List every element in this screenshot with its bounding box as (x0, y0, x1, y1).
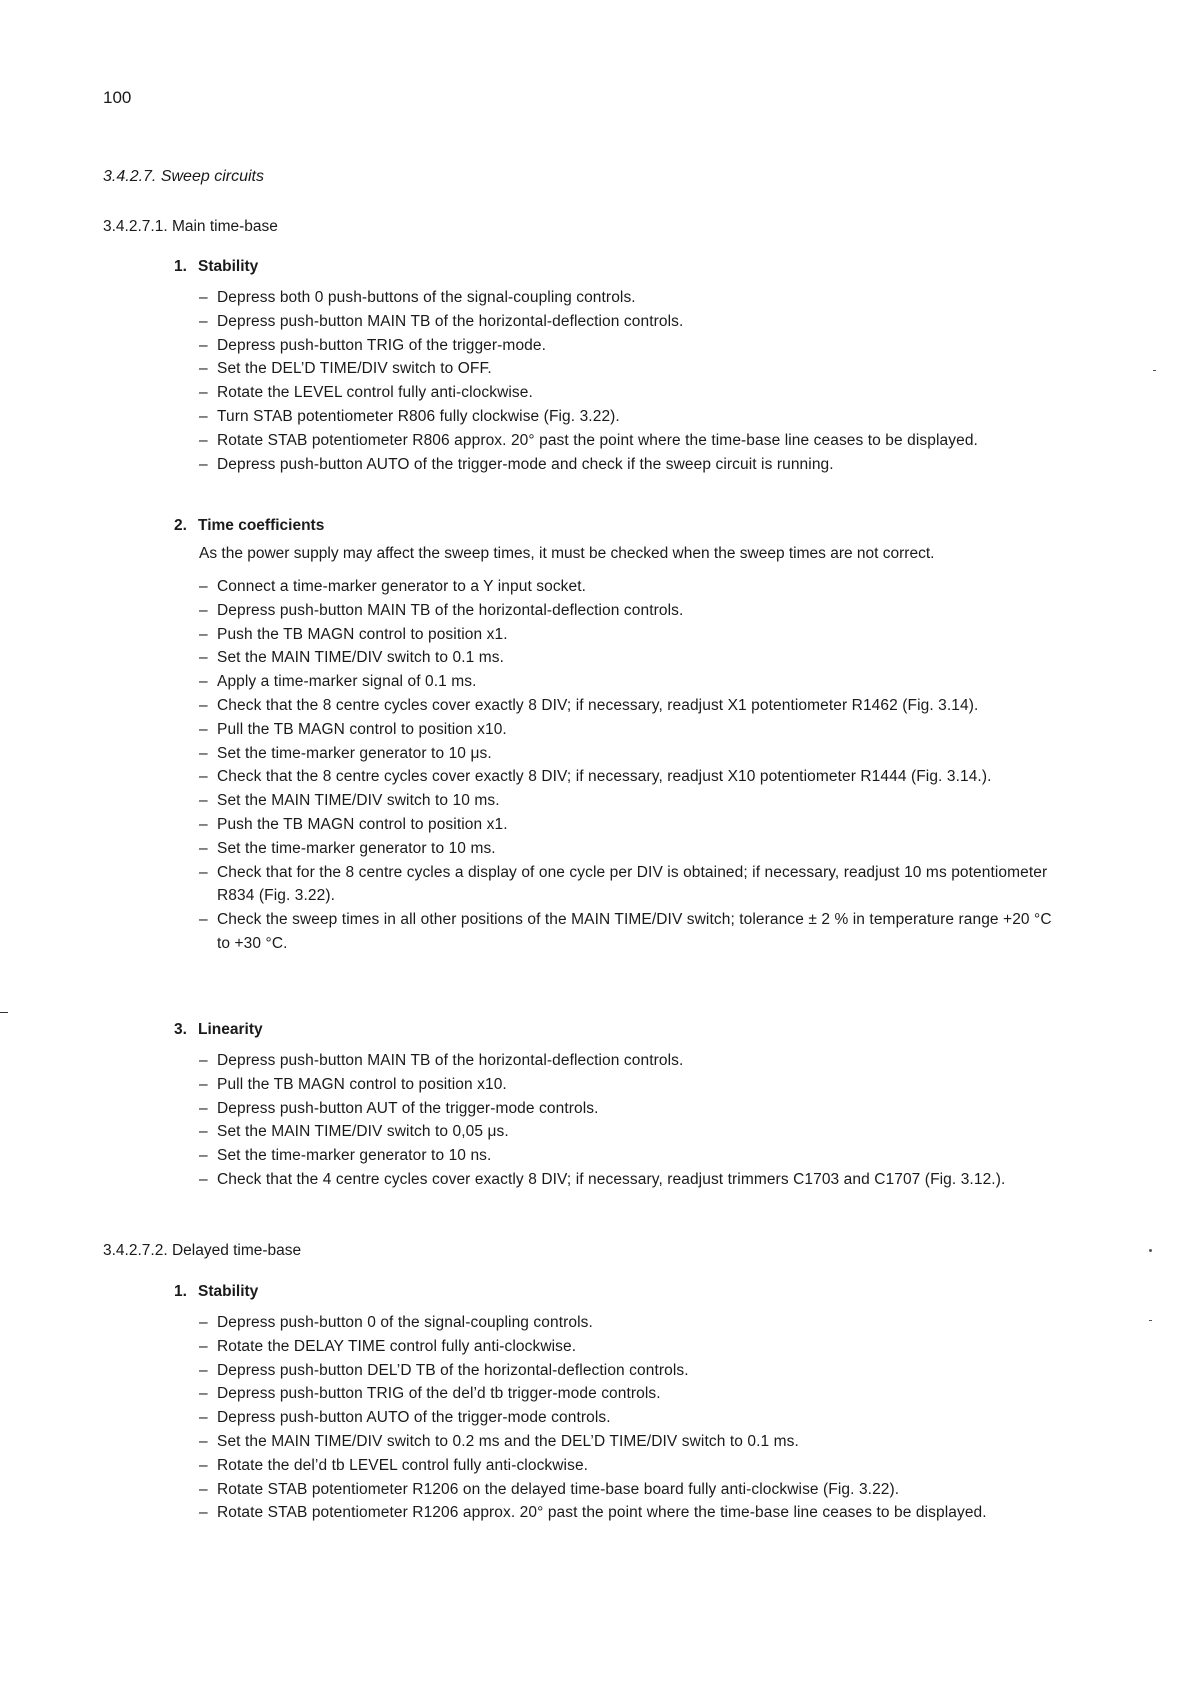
step-item: – Pull the TB MAGN control to position x10. (199, 718, 1069, 742)
step-item: – Set the MAIN TIME/DIV switch to 10 ms. (199, 789, 1069, 813)
main-time-coefficients-steps (199, 575, 1069, 956)
main-linearity-steps (199, 1049, 1069, 1192)
step-item: – Set the time-marker generator to 10 μs. (199, 742, 1069, 766)
step-item: – Depress push-button TRIG of the trigger-mode. (199, 334, 1069, 358)
item-number: 1. (174, 1283, 187, 1300)
step-item: – Depress push-button TRIG of the del’d tb trigger-mode controls. (199, 1382, 1069, 1406)
main-time-coefficients-heading (174, 517, 324, 535)
step-item: – Depress push-button 0 of the signal-coupling controls. (199, 1311, 1069, 1335)
main-linearity-heading (174, 1021, 263, 1039)
item-heading-text: Linearity (198, 1021, 263, 1038)
main-stability-steps (199, 286, 1069, 476)
step-item: – Depress push-button MAIN TB of the horizontal-deflection controls. (199, 599, 1069, 623)
main-stability-heading (174, 258, 258, 276)
step-item: – Rotate the del’d tb LEVEL control fully anti-clockwise. (199, 1454, 1069, 1478)
step-item: – Set the time-marker generator to 10 ms. (199, 837, 1069, 861)
step-item: – Check that the 4 centre cycles cover exactly 8 DIV; if necessary, readjust trimmers C1703 and C1707 (Fig. 3.12.). (199, 1168, 1069, 1192)
step-item: – Depress push-button MAIN TB of the horizontal-deflection controls. (199, 1049, 1069, 1073)
step-item: – Check that the 8 centre cycles cover exactly 8 DIV; if necessary, readjust X10 potentiometer R1444 (Fig. 3.14.). (199, 765, 1069, 789)
step-item: – Rotate the DELAY TIME control fully anti-clockwise. (199, 1335, 1069, 1359)
delayed-stability-heading (174, 1283, 258, 1301)
step-item: – Rotate the LEVEL control fully anti-clockwise. (199, 381, 1069, 405)
step-item: – Depress push-button AUTO of the trigger-mode and check if the sweep circuit is running. (199, 453, 1069, 477)
page-number: 100 (103, 88, 132, 107)
step-item: – Check that the 8 centre cycles cover exactly 8 DIV; if necessary, readjust X1 potentiometer R1462 (Fig. 3.14). (199, 694, 1069, 718)
step-item: – Apply a time-marker signal of 0.1 ms. (199, 670, 1069, 694)
item-number: 1. (174, 258, 187, 275)
delayed-timebase-title: 3.4.2.7.2. Delayed time-base (103, 1242, 302, 1259)
item-heading-text: Stability (198, 258, 259, 275)
step-item: – Set the MAIN TIME/DIV switch to 0.1 ms. (199, 646, 1069, 670)
margin-mark (0, 1012, 8, 1013)
step-item: – Set the DEL’D TIME/DIV switch to OFF. (199, 357, 1069, 381)
delayed-stability-steps (199, 1311, 1069, 1525)
time-coefficients-intro: As the power supply may affect the sweep times, it must be checked when the sweep times are not correct. (199, 545, 935, 562)
step-item: – Push the TB MAGN control to position x1. (199, 813, 1069, 837)
step-item: – Set the MAIN TIME/DIV switch to 0.2 ms and the DEL’D TIME/DIV switch to 0.1 ms. (199, 1430, 1069, 1454)
scan-speck (1149, 1320, 1152, 1321)
step-item: – Depress push-button MAIN TB of the horizontal-deflection controls. (199, 310, 1069, 334)
item-heading-text: Time coefficients (198, 517, 325, 534)
step-item: – Rotate STAB potentiometer R1206 approx. 20° past the point where the time-base line ceases to be displayed. (199, 1501, 1069, 1525)
step-item: – Check the sweep times in all other positions of the MAIN TIME/DIV switch; tolerance ± 2 % in temperature range +20 °C to +30 °C. (199, 908, 1069, 956)
step-item: – Set the time-marker generator to 10 ns. (199, 1144, 1069, 1168)
step-item: – Push the TB MAGN control to position x1. (199, 623, 1069, 647)
step-item: – Turn STAB potentiometer R806 fully clockwise (Fig. 3.22). (199, 405, 1069, 429)
scan-speck (1153, 370, 1156, 371)
section-title: 3.4.2.7. Sweep circuits (103, 168, 264, 185)
scan-speck (1149, 1249, 1152, 1252)
step-item: – Rotate STAB potentiometer R1206 on the delayed time-base board fully anti-clockwise (Fig. 3.22). (199, 1478, 1069, 1502)
item-number: 2. (174, 517, 187, 534)
step-item: – Pull the TB MAGN control to position x10. (199, 1073, 1069, 1097)
step-item: – Depress push-button AUTO of the trigger-mode controls. (199, 1406, 1069, 1430)
main-timebase-title: 3.4.2.7.1. Main time-base (103, 218, 278, 235)
step-item: – Depress both 0 push-buttons of the signal-coupling controls. (199, 286, 1069, 310)
step-item: – Rotate STAB potentiometer R806 approx. 20° past the point where the time-base line ceases to be displayed. (199, 429, 1069, 453)
step-item: – Set the MAIN TIME/DIV switch to 0,05 μs. (199, 1120, 1069, 1144)
item-heading-text: Stability (198, 1283, 259, 1300)
step-item: – Depress push-button DEL’D TB of the horizontal-deflection controls. (199, 1359, 1069, 1383)
item-number: 3. (174, 1021, 187, 1038)
step-item: – Check that for the 8 centre cycles a display of one cycle per DIV is obtained; if necessary, readjust 10 ms potentiometer R834 (Fig. 3.22). (199, 861, 1069, 909)
step-item: – Depress push-button AUT of the trigger-mode controls. (199, 1097, 1069, 1121)
step-item: – Connect a time-marker generator to a Y input socket. (199, 575, 1069, 599)
